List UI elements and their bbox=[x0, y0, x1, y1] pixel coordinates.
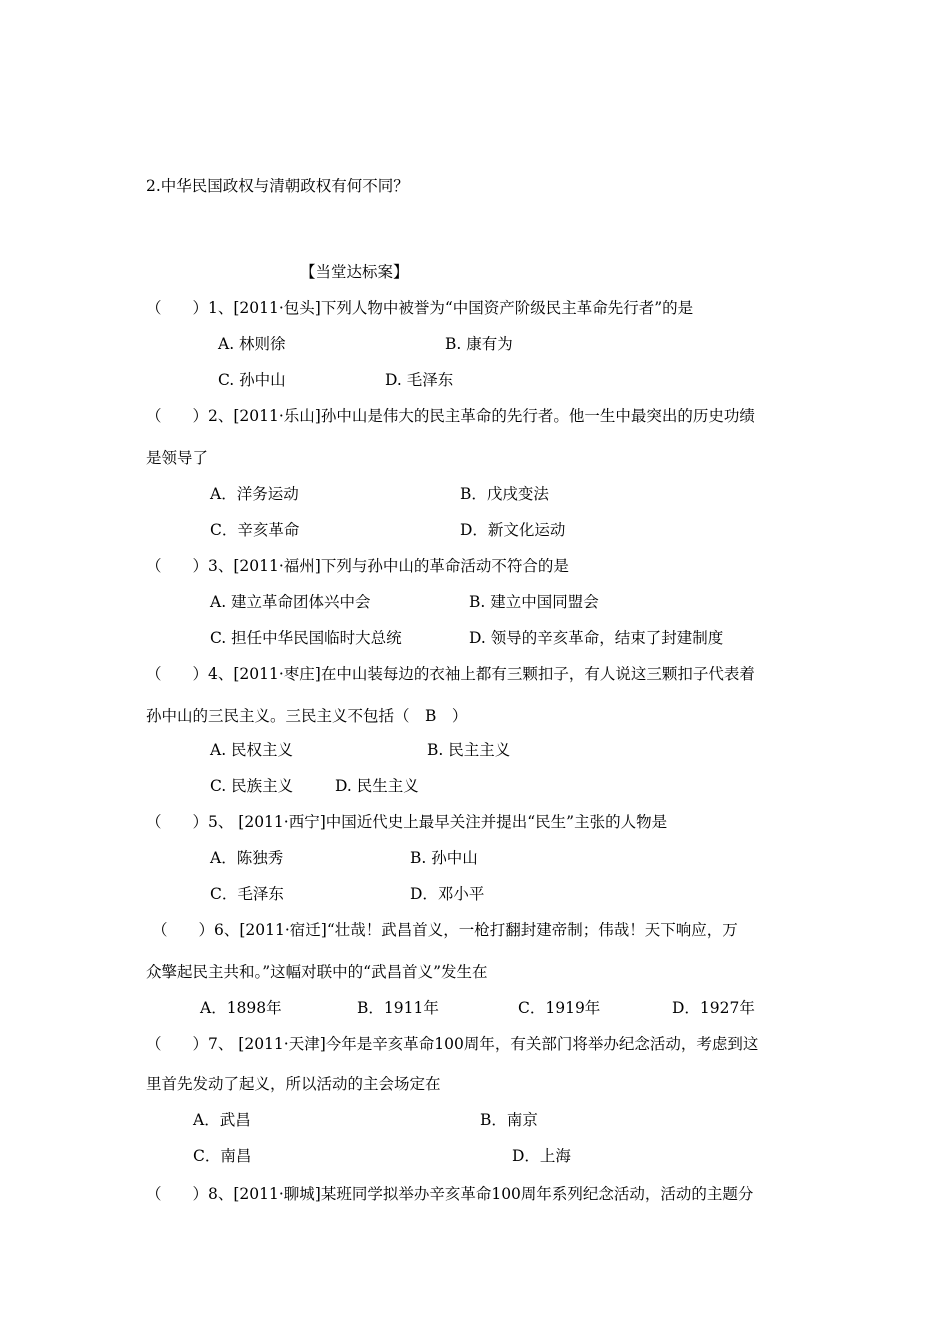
q5-option-b: B. 孙中山 bbox=[410, 849, 478, 867]
question-3-stem: （ ）3、[2011·福州]下列与孙中山的革命活动不符合的是 bbox=[146, 557, 569, 575]
question-4-stem: （ ）4、[2011·枣庄]在中山装每边的衣袖上都有三颗扣子，有人说这三颗扣子代表着 bbox=[146, 665, 755, 683]
q2-option-d: D．新文化运动 bbox=[460, 521, 566, 539]
question-5-stem: （ ）5、 [2011·西宁]中国近代史上最早关注并提出“民生”主张的人物是 bbox=[146, 813, 668, 831]
question-7-stem-cont: 里首先发动了起义，所以活动的主会场定在 bbox=[146, 1075, 441, 1093]
q3-option-a: A. 建立革命团体兴中会 bbox=[210, 593, 371, 611]
question-8-stem: （ ）8、[2011·聊城]某班同学拟举办辛亥革命100周年系列纪念活动，活动的主题分 bbox=[146, 1185, 754, 1203]
q3-option-c: C. 担任中华民国临时大总统 bbox=[210, 629, 402, 647]
q4-option-d: D. 民生主义 bbox=[335, 777, 419, 795]
q2-option-c: C．辛亥革命 bbox=[210, 521, 300, 539]
question-2-stem: （ ）2、[2011·乐山]孙中山是伟大的民主革命的先行者。他一生中最突出的历史功绩 bbox=[146, 407, 755, 425]
q6-option-d: D．1927年 bbox=[672, 999, 755, 1017]
q1-option-d: D. 毛泽东 bbox=[385, 371, 454, 389]
q4-option-a: A. 民权主义 bbox=[210, 741, 294, 759]
q7-option-b: B．南京 bbox=[480, 1111, 538, 1129]
q7-option-c: C．南昌 bbox=[193, 1147, 252, 1165]
q4-option-c: C. 民族主义 bbox=[210, 777, 294, 795]
q7-option-a: A．武昌 bbox=[193, 1111, 251, 1129]
q3-option-d: D. 领导的辛亥革命，结束了封建制度 bbox=[469, 629, 724, 647]
question-4-stem-cont: 孙中山的三民主义。三民主义不包括（ B ） bbox=[146, 707, 468, 725]
q1-option-b: B. 康有为 bbox=[445, 335, 513, 353]
q3-option-b: B. 建立中国同盟会 bbox=[469, 593, 599, 611]
q6-option-b: B．1911年 bbox=[357, 999, 439, 1017]
question-7-stem: （ ）7、 [2011·天津]今年是辛亥革命100周年，有关部门将举办纪念活动，考虑到这 bbox=[146, 1035, 759, 1053]
question-6-stem-cont: 众擎起民主共和。”这幅对联中的“武昌首义”发生在 bbox=[146, 963, 488, 981]
q6-option-c: C．1919年 bbox=[518, 999, 601, 1017]
question-2-stem-cont: 是领导了 bbox=[146, 449, 209, 467]
q6-option-a: A．1898年 bbox=[200, 999, 282, 1017]
q5-option-a: A．陈独秀 bbox=[210, 849, 284, 867]
question-1-stem: （ ）1、[2011·包头]下列人物中被誉为“中国资产阶级民主革命先行者”的是 bbox=[146, 299, 694, 317]
question-6-stem: （ ）6、[2011·宿迁]“壮哉！武昌首义，一枪打翻封建帝制；伟哉！天下响应，万 bbox=[152, 921, 738, 939]
q2-option-a: A．洋务运动 bbox=[210, 485, 299, 503]
q1-option-c: C. 孙中山 bbox=[218, 371, 286, 389]
question-2-open: 2.中华民国政权与清朝政权有何不同？ bbox=[146, 177, 409, 195]
q7-option-d: D．上海 bbox=[512, 1147, 571, 1165]
q1-option-a: A. 林则徐 bbox=[218, 335, 286, 353]
q5-option-d: D．邓小平 bbox=[410, 885, 485, 903]
q4-option-b: B. 民主主义 bbox=[427, 741, 511, 759]
section-title: 【当堂达标案】 bbox=[300, 263, 409, 281]
q2-option-b: B．戊戌变法 bbox=[460, 485, 549, 503]
q5-option-c: C．毛泽东 bbox=[210, 885, 284, 903]
